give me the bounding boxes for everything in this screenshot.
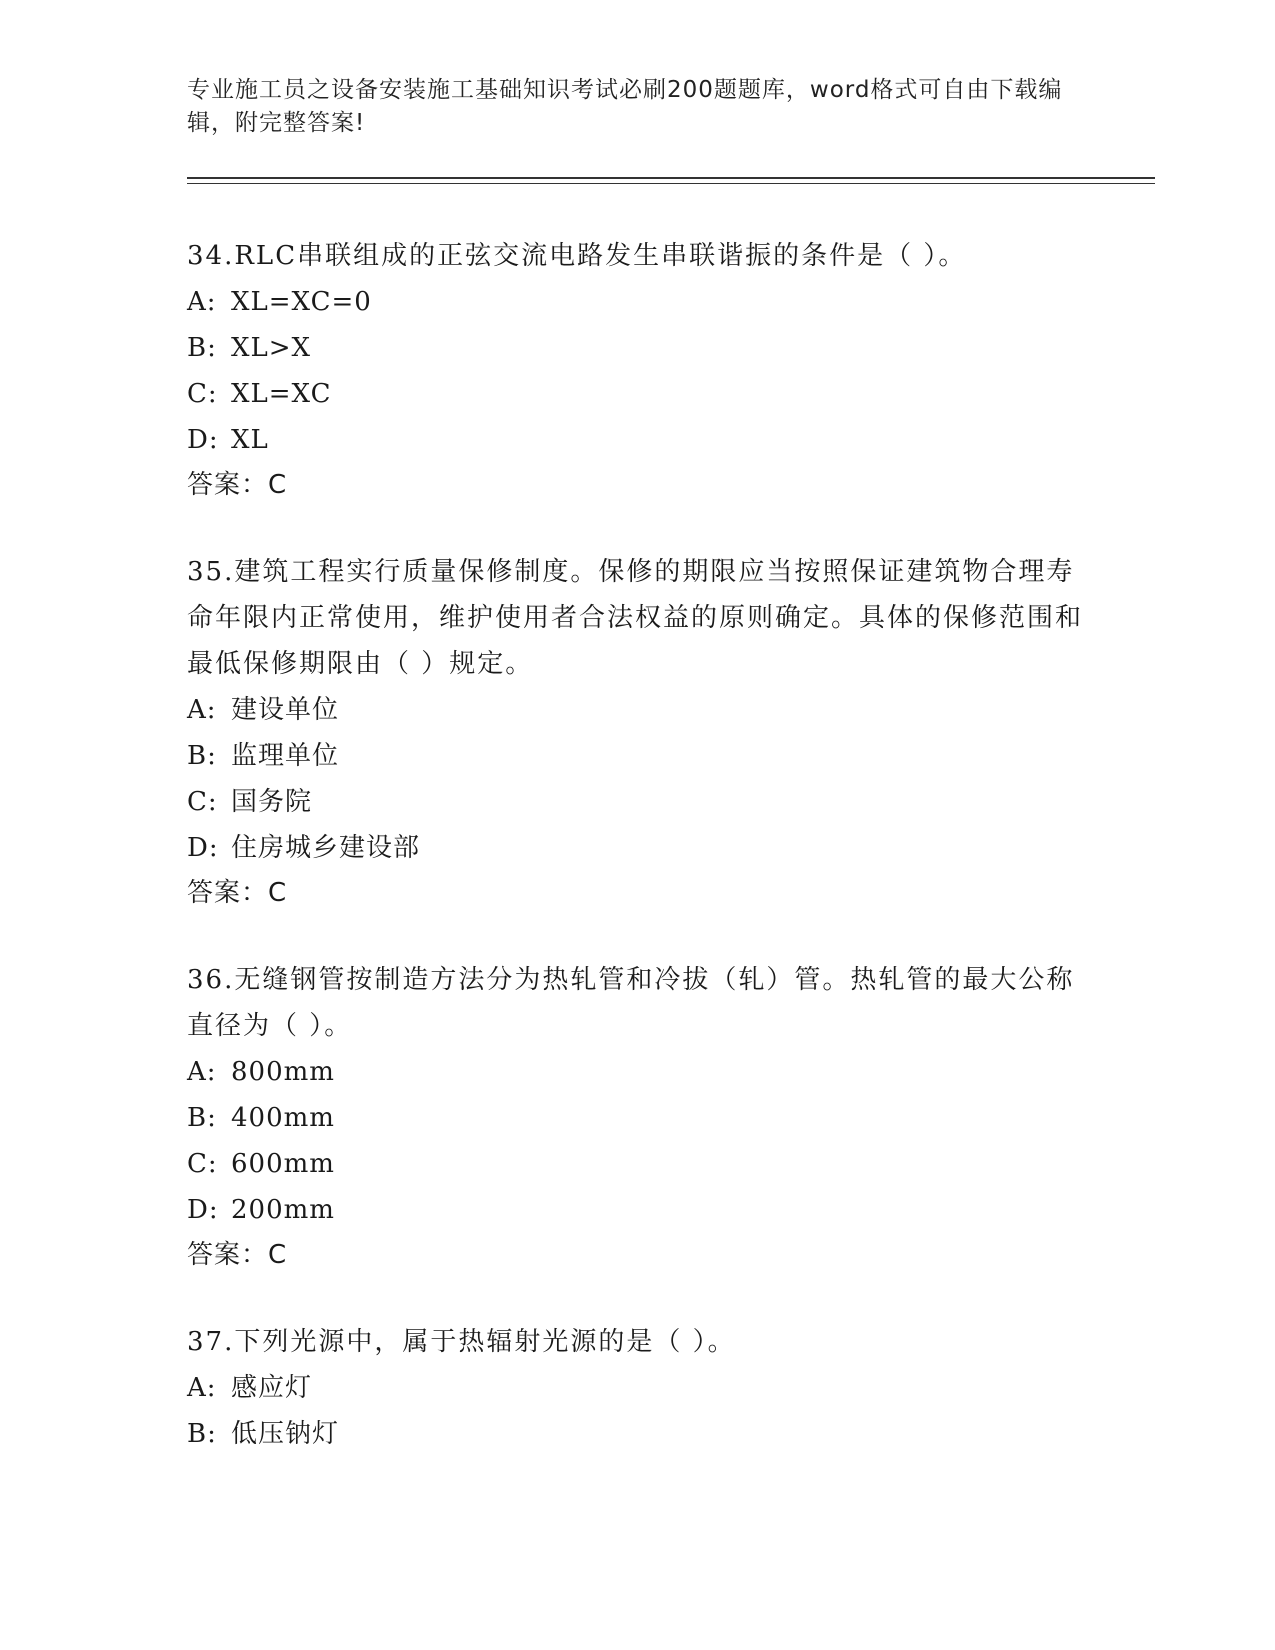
question-35	[187, 549, 1087, 915]
option-text: 建设单位	[231, 695, 340, 725]
option-text: XL	[231, 425, 269, 455]
option-letter: B:	[187, 333, 217, 363]
document-header: 专业施工员之设备安装施工基础知识考试必刷200题题库，word格式可自由下载编辑，附完整答案!	[187, 77, 1063, 136]
header-divider-thick	[187, 177, 1155, 179]
option-letter: C:	[187, 787, 218, 817]
option-letter: B:	[187, 1419, 217, 1449]
question-stem: 37.下列光源中，属于热辐射光源的是（ ）。	[187, 1327, 736, 1357]
option-d	[187, 825, 1087, 871]
option-letter: D:	[187, 1195, 219, 1225]
option-text: 600mm	[231, 1149, 335, 1179]
question-stem: 35.建筑工程实行质量保修制度。保修的期限应当按照保证建筑物合理寿命年限内正常使用，维护使用者合法权益的原则确定。具体的保修范围和最低保修期限由（ ）规定。	[187, 557, 1084, 679]
option-text: 监理单位	[231, 741, 340, 771]
option-c	[187, 779, 1087, 825]
option-text: 低压钠灯	[231, 1419, 340, 1449]
option-c	[187, 371, 1087, 417]
option-text: XL=XC	[231, 379, 332, 409]
option-a	[187, 1365, 1087, 1411]
option-b	[187, 1411, 1087, 1457]
question-37	[187, 1319, 1087, 1457]
option-text: 国务院	[231, 787, 313, 817]
option-letter: A:	[187, 1373, 217, 1403]
header-divider-thin	[187, 183, 1155, 184]
option-letter: D:	[187, 833, 219, 863]
option-letter: A:	[187, 1057, 217, 1087]
option-text: 住房城乡建设部	[231, 833, 421, 863]
option-letter: C:	[187, 1149, 218, 1179]
option-text: 200mm	[231, 1195, 335, 1225]
option-a	[187, 1049, 1087, 1095]
answer-line: 答案：C	[187, 878, 288, 908]
answer-line: 答案：C	[187, 470, 288, 500]
option-letter: B:	[187, 1103, 217, 1133]
option-a	[187, 279, 1087, 325]
option-b	[187, 1095, 1087, 1141]
question-36	[187, 957, 1087, 1277]
option-text: 800mm	[231, 1057, 335, 1087]
question-34	[187, 233, 1087, 507]
answer-line: 答案：C	[187, 1240, 288, 1270]
option-b	[187, 733, 1087, 779]
option-d	[187, 417, 1087, 463]
option-text: XL=XC=0	[231, 287, 372, 317]
option-c	[187, 1141, 1087, 1187]
option-text: 感应灯	[231, 1373, 313, 1403]
question-list	[187, 233, 1087, 1499]
option-d	[187, 1187, 1087, 1233]
question-stem: 36.无缝钢管按制造方法分为热轧管和冷拔（轧）管。热轧管的最大公称直径为（ ）。	[187, 965, 1075, 1041]
option-letter: A:	[187, 287, 217, 317]
option-letter: C:	[187, 379, 218, 409]
option-text: XL>X	[231, 333, 312, 363]
option-b	[187, 325, 1087, 371]
option-letter: A:	[187, 695, 217, 725]
option-a	[187, 687, 1087, 733]
option-letter: B:	[187, 741, 217, 771]
option-letter: D:	[187, 425, 219, 455]
option-text: 400mm	[231, 1103, 335, 1133]
question-stem: 34.RLC串联组成的正弦交流电路发生串联谐振的条件是（ ）。	[187, 241, 967, 271]
